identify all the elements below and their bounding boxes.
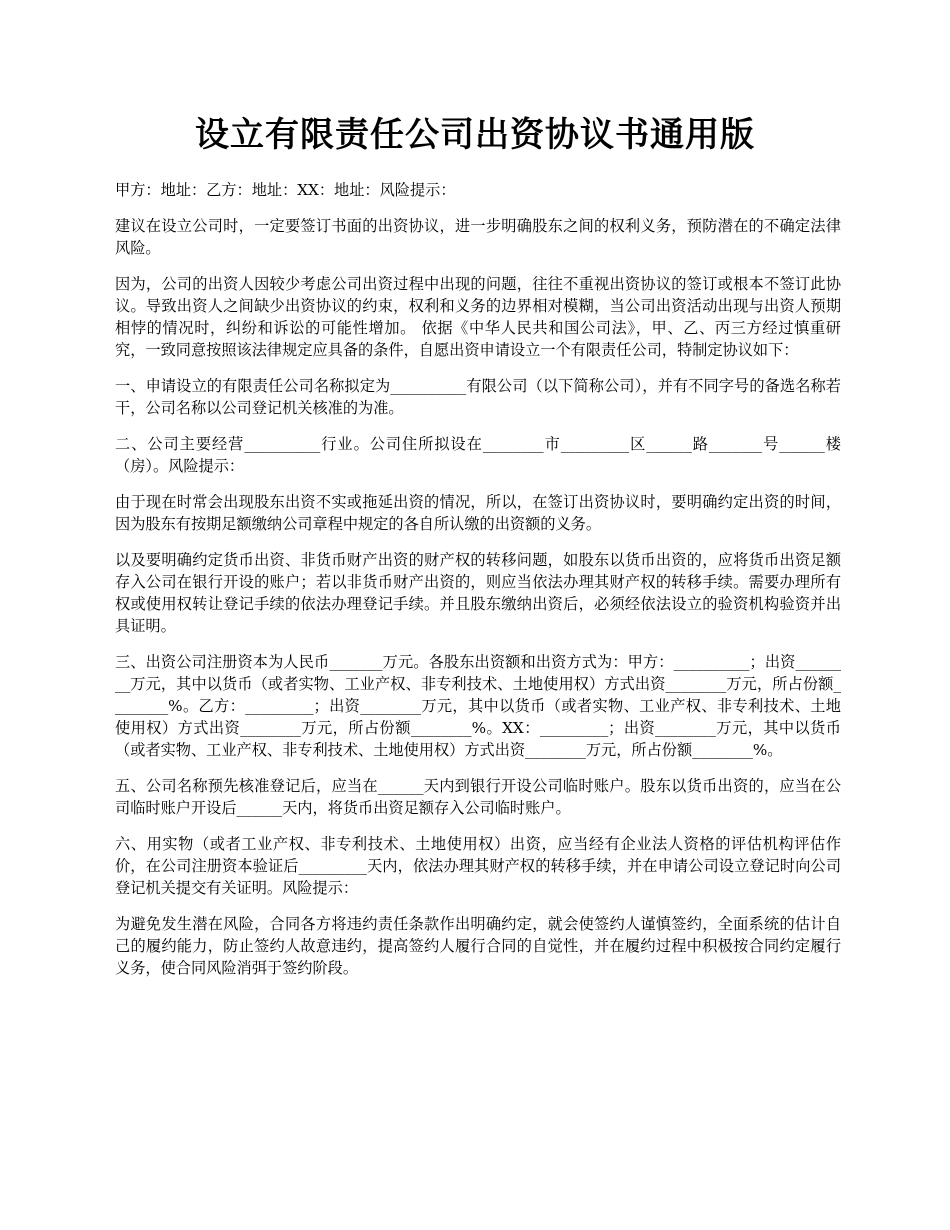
risk-note-paragraph: 由于现在时常会出现股东出资不实或拖延出资的情况，所以，在签订出资协议时，要明确约定出资的时间，因为股东有按期足额缴纳公司章程中规定的各自所认缴的出资额的义务。	[115, 493, 841, 533]
parties-paragraph: 甲方：地址：乙方：地址：XX：地址：风险提示：	[115, 181, 456, 199]
clause-6-paragraph: 六、用实物（或者工业产权、非专利技术、土地使用权）出资，应当经有企业法人资格的评估机构评估作价，在公司注册资本验证后_________天内，依法办理其财产权的转移手续，并在申请公司设立登记时向公司登记机关提交有关证明。风险提示：	[115, 835, 841, 897]
clause-5-paragraph: 五、公司名称预先核准登记后，应当在______天内到银行开设公司临时账户。股东以货币出资的，应当在公司临时账户开设后______天内，将货币出资足额存入公司临时账户。	[115, 777, 841, 817]
risk-advice-paragraph: 建议在设立公司时，一定要签订书面的出资协议，进一步明确股东之间的权利义务，预防潜在的不确定法律风险。	[115, 217, 841, 257]
document-title: 设立有限责任公司出资协议书通用版	[195, 115, 755, 155]
property-transfer-paragraph: 以及要明确约定货币出资、非货币财产出资的财产权的转移问题，如股东以货币出资的，应将货币出资足额存入公司在银行开设的账户；若以非货币财产出资的，则应当依法办理其财产权的转移手续。需要办理所有权或使用权转让登记手续的依法办理登记手续。并且股东缴纳出资后，必须经依法设立的验资机构验资并出具证明。	[115, 551, 841, 635]
clause-3-paragraph: 三、出资公司注册资本为人民币_______万元。各股东出资额和出资方式为：甲方：__________；出资________万元，其中以货币（或者实物、工业产权、非专利技术、土地使用权）方式出资________万元，所占份额________%。乙方：_________；出资________万元，其中以货币（或者实物、工业产权、非专利技术、土地使用权）方式出资________万元，所占份额________%。XX：_________；出资________万元，其中以货币（或者实物、工业产权、非专利技术、土地使用权）方式出资________万元，所占份额________%。	[115, 653, 841, 759]
clause-2-paragraph: 二、公司主要经营__________行业。公司住所拟设在________市_________区______路_______号______楼（房）。风险提示：	[115, 435, 841, 475]
document-body	[115, 179, 841, 993]
clause-1-paragraph: 一、申请设立的有限责任公司名称拟定为__________有限公司（以下简称公司），并有不同字号的备选名称若干，公司名称以公司登记机关核准的为准。	[115, 377, 841, 417]
preamble-paragraph: 因为，公司的出资人因较少考虑公司出资过程中出现的问题，往往不重视出资协议的签订或根本不签订此协议。导致出资人之间缺少出资协议的约束，权利和义务的边界相对模糊，当公司出资活动出现与出资人预期相悖的情况时，纠纷和诉讼的可能性增加。 依据《中华人民共和国公司法》，甲、乙、丙三方经过慎重研究，一致同意按照该法律规定应具备的条件，自愿出资申请设立一个有限责任公司，特制定协议如下：	[115, 275, 841, 359]
liability-risk-paragraph: 为避免发生潜在风险，合同各方将违约责任条款作出明确约定，就会使签约人谨慎签约，全面系统的估计自己的履约能力，防止签约人故意违约，提高签约人履行合同的自觉性，并在履约过程中积极按合同约定履行义务，使合同风险消弭于签约阶段。	[115, 915, 841, 977]
